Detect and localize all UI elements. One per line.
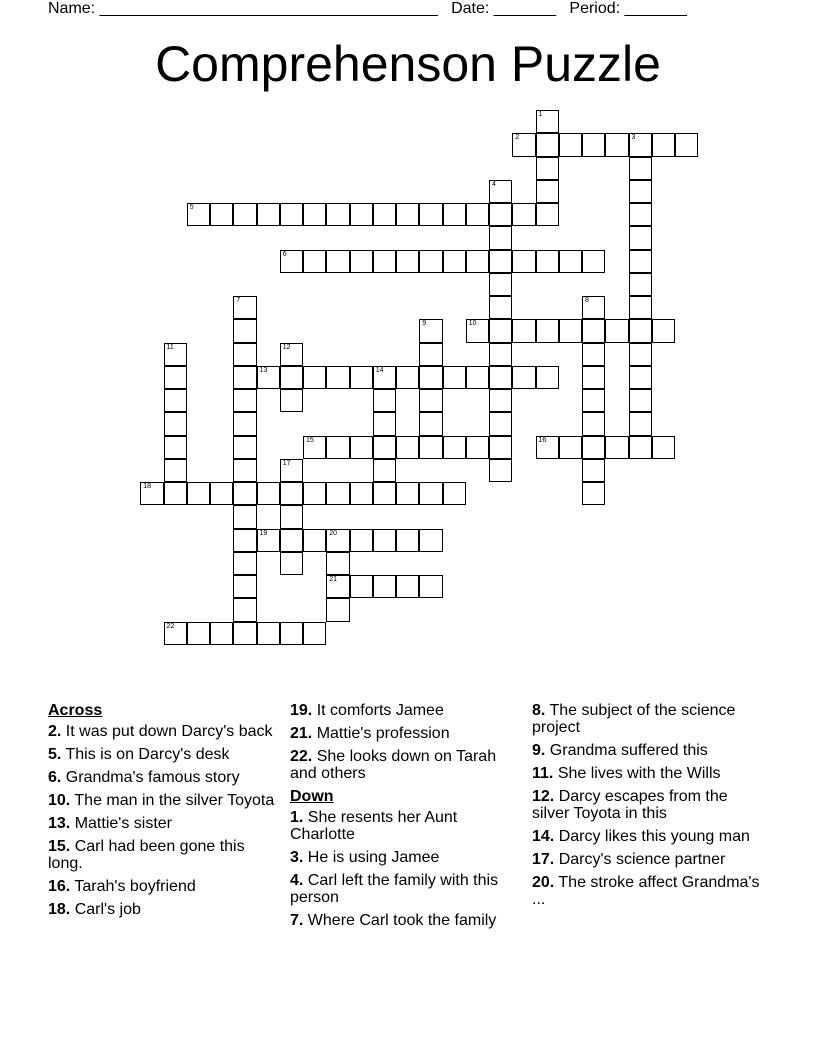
grid-cell[interactable]	[233, 482, 256, 505]
grid-cell[interactable]	[233, 622, 256, 645]
grid-cell[interactable]	[373, 436, 396, 459]
clue-down-4: 4. Carl left the family with this person	[290, 872, 499, 906]
grid-cell[interactable]	[280, 622, 303, 645]
cell-number: 21	[329, 576, 338, 583]
name-field[interactable]: ______________________________________	[99, 0, 438, 17]
grid-cell[interactable]	[629, 296, 652, 319]
grid-cell[interactable]	[582, 459, 605, 482]
grid-cell[interactable]	[629, 343, 652, 366]
grid-cell[interactable]	[629, 250, 652, 273]
grid-cell[interactable]	[164, 366, 187, 389]
cell-number: 15	[306, 436, 314, 444]
grid-cell[interactable]	[419, 482, 442, 505]
clue-across-18: 18. Carl's job	[48, 901, 141, 918]
grid-cell[interactable]	[419, 436, 442, 459]
grid-cell[interactable]	[419, 366, 442, 389]
grid-cell[interactable]	[257, 482, 280, 505]
grid-cell[interactable]	[582, 133, 605, 156]
grid-cell[interactable]	[326, 203, 349, 226]
grid-cell[interactable]	[536, 436, 559, 459]
grid-cell[interactable]	[559, 319, 582, 342]
grid-cell[interactable]	[373, 250, 396, 273]
grid-cell[interactable]	[629, 412, 652, 435]
grid-cell[interactable]	[350, 529, 373, 552]
grid-cell[interactable]	[419, 343, 442, 366]
grid-cell[interactable]	[257, 366, 280, 389]
grid-cell[interactable]	[233, 296, 256, 319]
cell-number: 2	[515, 134, 520, 142]
period-field[interactable]: _______	[624, 0, 687, 17]
grid-cell[interactable]	[280, 552, 303, 575]
grid-cell[interactable]	[536, 366, 559, 389]
grid-cell[interactable]	[489, 273, 512, 296]
grid-cell[interactable]	[536, 110, 559, 133]
grid-cell[interactable]	[652, 319, 675, 342]
clue-across-21: 21. Mattie's profession	[290, 725, 450, 742]
grid-cell[interactable]	[233, 343, 256, 366]
grid-cell[interactable]	[257, 622, 280, 645]
grid-cell[interactable]	[582, 482, 605, 505]
grid-cell[interactable]	[396, 366, 419, 389]
cell-number: 11	[166, 343, 174, 351]
clue-across-10: 10. The man in the silver Toyota	[48, 792, 275, 809]
clue-across-22: 22. She looks down on Tarah and others	[290, 748, 497, 782]
clue-down-12: 12. Darcy escapes from the silver Toyota in this	[532, 788, 728, 822]
grid-cell[interactable]	[326, 552, 349, 575]
grid-cell[interactable]	[489, 389, 512, 412]
cell-number: 10	[468, 320, 477, 328]
cell-number: 14	[375, 366, 384, 374]
cell-number: 8	[585, 297, 589, 304]
grid-cell[interactable]	[512, 133, 535, 156]
grid-cell[interactable]	[629, 157, 652, 180]
grid-cell[interactable]	[396, 482, 419, 505]
clue-down-8: 8. The subject of the science project	[532, 702, 736, 736]
grid-cell[interactable]	[303, 203, 326, 226]
grid-cell[interactable]	[559, 133, 582, 156]
cell-number: 20	[329, 529, 338, 537]
grid-cell[interactable]	[536, 319, 559, 342]
grid-cell[interactable]	[164, 412, 187, 435]
grid-cell[interactable]	[489, 180, 512, 203]
clue-across-16: 16. Tarah's boyfriend	[48, 878, 196, 895]
grid-cell[interactable]	[629, 273, 652, 296]
grid-cell[interactable]	[303, 436, 326, 459]
grid-cell[interactable]	[443, 436, 466, 459]
cell-number: 12	[282, 343, 291, 351]
grid-cell[interactable]	[233, 552, 256, 575]
grid-cell[interactable]	[582, 366, 605, 389]
clue-down-3: 3. He is using Jamee	[290, 849, 440, 866]
cell-number: 3	[631, 134, 636, 142]
grid-cell[interactable]	[326, 436, 349, 459]
grid-cell[interactable]	[466, 319, 489, 342]
clue-across-5: 5. This is on Darcy's desk	[48, 746, 230, 763]
clue-across-15: 15. Carl had been gone this long.	[48, 838, 245, 872]
grid-cell[interactable]	[164, 389, 187, 412]
grid-cell[interactable]	[466, 250, 489, 273]
grid-cell[interactable]	[489, 296, 512, 319]
grid-cell[interactable]	[350, 250, 373, 273]
grid-cell[interactable]	[512, 203, 535, 226]
grid-cell[interactable]	[605, 133, 628, 156]
grid-cell[interactable]	[489, 436, 512, 459]
grid-cell[interactable]	[303, 250, 326, 273]
grid-cell[interactable]	[280, 529, 303, 552]
grid-cell[interactable]	[373, 529, 396, 552]
name-label: Name:	[48, 0, 96, 17]
grid-cell[interactable]	[373, 459, 396, 482]
grid-cell[interactable]	[350, 575, 373, 598]
grid-cell[interactable]	[629, 389, 652, 412]
cell-number: 6	[282, 250, 287, 258]
date-label: Date:	[451, 0, 490, 17]
grid-cell[interactable]	[303, 622, 326, 645]
clue-across-6: 6. Grandma's famous story	[48, 769, 240, 786]
grid-cell[interactable]	[512, 319, 535, 342]
grid-cell[interactable]	[536, 250, 559, 273]
across-heading: Across	[48, 702, 103, 719]
grid-cell[interactable]	[164, 482, 187, 505]
grid-cell[interactable]	[396, 250, 419, 273]
grid-cell[interactable]	[164, 343, 187, 366]
clue-across-13: 13. Mattie's sister	[48, 815, 172, 832]
grid-cell[interactable]	[419, 250, 442, 273]
grid-cell[interactable]	[233, 319, 256, 342]
grid-cell[interactable]	[605, 436, 628, 459]
grid-cell[interactable]	[350, 203, 373, 226]
grid-cell[interactable]	[326, 598, 349, 621]
grid-cell[interactable]	[629, 319, 652, 342]
grid-cell[interactable]	[512, 366, 535, 389]
grid-cell[interactable]	[559, 436, 582, 459]
clue-down-9: 9. Grandma suffered this	[532, 742, 708, 759]
grid-cell[interactable]	[233, 366, 256, 389]
grid-cell[interactable]	[466, 366, 489, 389]
grid-cell[interactable]	[326, 575, 349, 598]
grid-cell[interactable]	[303, 366, 326, 389]
grid-cell[interactable]	[280, 459, 303, 482]
grid-cell[interactable]	[164, 436, 187, 459]
grid-cell[interactable]	[233, 505, 256, 528]
grid-cell[interactable]	[396, 529, 419, 552]
grid-cell[interactable]	[489, 412, 512, 435]
grid-cell[interactable]	[373, 412, 396, 435]
grid-cell[interactable]	[582, 436, 605, 459]
grid-cell[interactable]	[536, 133, 559, 156]
clue-down-7: 7. Where Carl took the family	[290, 912, 497, 929]
grid-cell[interactable]	[443, 482, 466, 505]
cell-number: 13	[259, 366, 268, 374]
grid-cell[interactable]	[629, 133, 652, 156]
grid-cell[interactable]	[257, 529, 280, 552]
grid-cell[interactable]	[350, 482, 373, 505]
grid-cell[interactable]	[466, 436, 489, 459]
grid-cell[interactable]	[419, 412, 442, 435]
grid-cell[interactable]	[582, 250, 605, 273]
grid-cell[interactable]	[512, 250, 535, 273]
grid-cell[interactable]	[280, 343, 303, 366]
grid-cell[interactable]	[419, 203, 442, 226]
grid-cell[interactable]	[233, 529, 256, 552]
grid-cell[interactable]	[210, 203, 233, 226]
clue-down-20: 20. The stroke affect Grandma's ...	[532, 874, 760, 908]
grid-cell[interactable]	[326, 529, 349, 552]
grid-cell[interactable]	[419, 319, 442, 342]
grid-cell[interactable]	[489, 343, 512, 366]
grid-cell[interactable]	[396, 436, 419, 459]
clue-down-14: 14. Darcy likes this young man	[532, 828, 750, 845]
down-heading: Down	[290, 788, 334, 805]
clues-column-3	[532, 702, 762, 914]
grid-cell[interactable]	[164, 622, 187, 645]
clue-across-2: 2. It was put down Darcy's back	[48, 723, 273, 740]
page-title: Comprehenson Puzzle	[155, 36, 661, 92]
cell-number: 4	[492, 180, 496, 188]
grid-cell[interactable]	[582, 319, 605, 342]
grid-cell[interactable]	[629, 366, 652, 389]
clues-column-2	[290, 702, 520, 935]
grid-cell[interactable]	[629, 226, 652, 249]
grid-cell[interactable]	[326, 366, 349, 389]
grid-cell[interactable]	[303, 529, 326, 552]
grid-cell[interactable]	[419, 529, 442, 552]
grid-cell[interactable]	[233, 203, 256, 226]
cell-number: 16	[538, 436, 547, 444]
grid-cell[interactable]	[257, 203, 280, 226]
grid-cell[interactable]	[652, 436, 675, 459]
grid-cell[interactable]	[536, 203, 559, 226]
grid-cell[interactable]	[233, 412, 256, 435]
clue-down-17: 17. Darcy's science partner	[532, 851, 726, 868]
grid-cell[interactable]	[280, 505, 303, 528]
grid-cell[interactable]	[164, 459, 187, 482]
grid-cell[interactable]	[489, 203, 512, 226]
grid-cell[interactable]	[233, 436, 256, 459]
grid-cell[interactable]	[373, 482, 396, 505]
grid-cell[interactable]	[373, 366, 396, 389]
grid-cell[interactable]	[559, 250, 582, 273]
cell-number: 19	[259, 529, 268, 537]
grid-cell[interactable]	[396, 575, 419, 598]
grid-cell[interactable]	[210, 482, 233, 505]
grid-cell[interactable]	[489, 226, 512, 249]
grid-cell[interactable]	[443, 203, 466, 226]
grid-cell[interactable]	[303, 482, 326, 505]
grid-cell[interactable]	[629, 180, 652, 203]
grid-cell[interactable]	[280, 203, 303, 226]
cell-number: 17	[282, 459, 291, 467]
grid-cell[interactable]	[582, 389, 605, 412]
grid-cell[interactable]	[280, 366, 303, 389]
clue-across-19: 19. It comforts Jamee	[290, 702, 444, 719]
grid-cell[interactable]	[233, 389, 256, 412]
grid-cell[interactable]	[140, 482, 163, 505]
grid-cell[interactable]	[443, 250, 466, 273]
clue-down-1: 1. She resents her Aunt Charlotte	[290, 809, 458, 843]
cell-number: 5	[189, 204, 194, 211]
grid-cell[interactable]	[350, 436, 373, 459]
grid-cell[interactable]	[582, 296, 605, 319]
grid-cell[interactable]	[582, 343, 605, 366]
grid-cell[interactable]	[210, 622, 233, 645]
grid-cell[interactable]	[187, 203, 210, 226]
grid-cell[interactable]	[233, 459, 256, 482]
cell-number: 18	[143, 483, 152, 490]
grid-cell[interactable]	[443, 366, 466, 389]
grid-cell[interactable]	[536, 180, 559, 203]
clues-column-1	[48, 702, 278, 924]
grid-cell[interactable]	[466, 203, 489, 226]
clue-down-11: 11. She lives with the Wills	[532, 765, 721, 782]
grid-cell[interactable]	[396, 203, 419, 226]
period-label: Period:	[569, 0, 621, 17]
grid-cell[interactable]	[419, 389, 442, 412]
cell-number: 1	[538, 111, 543, 118]
grid-cell[interactable]	[675, 133, 698, 156]
grid-cell[interactable]	[350, 366, 373, 389]
grid-cell[interactable]	[187, 622, 210, 645]
grid-cell[interactable]	[373, 203, 396, 226]
grid-cell[interactable]	[187, 482, 210, 505]
grid-cell[interactable]	[280, 389, 303, 412]
grid-cell[interactable]	[280, 250, 303, 273]
grid-cell[interactable]	[233, 575, 256, 598]
grid-cell[interactable]	[373, 389, 396, 412]
grid-cell[interactable]	[489, 250, 512, 273]
cell-number: 22	[166, 622, 175, 630]
grid-cell[interactable]	[582, 412, 605, 435]
cell-number: 9	[422, 320, 427, 328]
grid-cell[interactable]	[629, 436, 652, 459]
grid-cell[interactable]	[419, 575, 442, 598]
grid-cell[interactable]	[326, 482, 349, 505]
grid-cell[interactable]	[280, 482, 303, 505]
grid-cell[interactable]	[629, 203, 652, 226]
grid-cell[interactable]	[536, 157, 559, 180]
grid-cell[interactable]	[489, 366, 512, 389]
grid-cell[interactable]	[326, 250, 349, 273]
grid-cell[interactable]	[652, 133, 675, 156]
grid-cell[interactable]	[605, 319, 628, 342]
grid-cell[interactable]	[373, 575, 396, 598]
grid-cell[interactable]	[489, 319, 512, 342]
grid-cell[interactable]	[233, 598, 256, 621]
cell-number: 7	[236, 297, 241, 304]
grid-cell[interactable]	[489, 459, 512, 482]
date-field[interactable]: _______	[493, 0, 557, 17]
